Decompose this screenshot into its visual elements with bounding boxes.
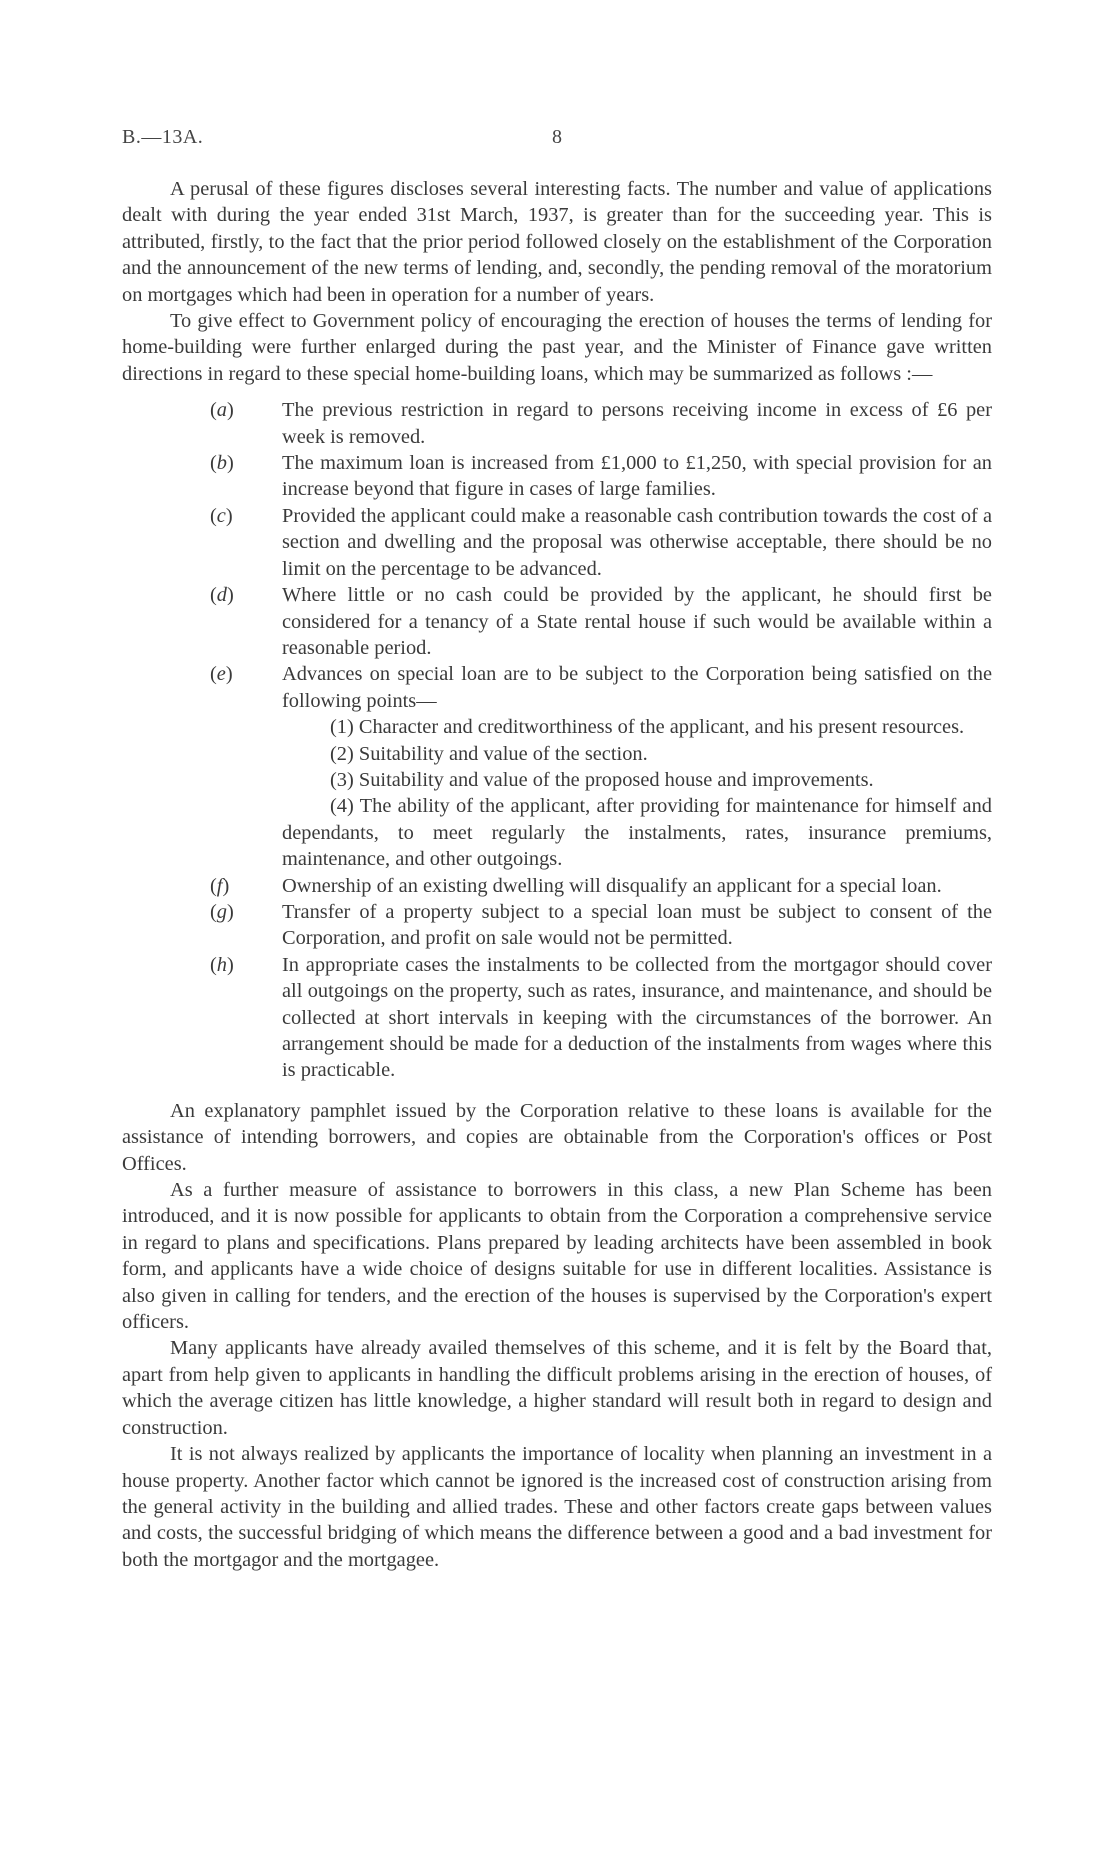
list-item-text: Transfer of a property subject to a special loan must be subject to consent of the Corporation, and profit on sale would not be permitted. xyxy=(282,900,992,950)
list-label: g xyxy=(216,900,227,923)
list-item-text: Where little or no cash could be provided by the applicant, he should first be considered for a tenancy of a State rental house if such would be available within a reasonable period. xyxy=(282,584,992,659)
list-item-b: (b) The maximum loan is increased from £1,000 to £1,250, with special provision for an increase beyond that figure in cases of large families. xyxy=(210,452,992,501)
list-item-h: (h) In appropriate cases the instalments to be collected from the mortgagor should cover all outgoings on the property, such as rates, insurance, and maintenance, and should be collected at short intervals in keeping with the circumstances of the borrower. An arrangement should be made for a deduction of the instalments from wages where this is practicable. xyxy=(210,953,992,1082)
list-item-d: (d) Where little or no cash could be provided by the applicant, he should first be considered for a tenancy of a State rental house if such would be available within a reasonable period. xyxy=(210,584,992,659)
list-label: a xyxy=(216,399,227,422)
list-label: e xyxy=(216,663,226,686)
page-number: 8 xyxy=(552,126,562,148)
list-label: c xyxy=(216,504,226,527)
paragraph-locality: It is not always realized by applicants the importance of locality when planning an investment in a house property. Another factor which cannot be ignored is the increased cost of construction arising from the general activity in the building and allied trades. These and other factors create gaps between values and costs, the successful bridging of which means the difference between a good and a bad investment for both the mortgagor and the mortgagee. xyxy=(122,1443,992,1571)
page-header xyxy=(122,126,992,156)
list-item-text: Ownership of an existing dwelling will disqualify an applicant for a special loan. xyxy=(282,874,942,897)
sub-point-3: (3) Suitability and value of the proposed house and improvements. xyxy=(330,768,874,791)
directions-list xyxy=(122,397,992,1084)
list-label: d xyxy=(216,584,227,607)
sub-point-1: (1) Character and creditworthiness of the applicant, and his present resources. xyxy=(330,716,965,739)
sub-point-4: (4) The ability of the applicant, after providing for maintenance for himself and dependants, to meet regularly the instalments, rates, insurance premiums, maintenance, and other outgoings. xyxy=(282,795,992,871)
list-item-c: (c) Provided the applicant could make a reasonable cash contribution towards the cost of a section and dwelling and the proposal was otherwise acceptable, there should be no limit on the percentage to be advanced. xyxy=(210,504,992,580)
document-reference: B.—13A. xyxy=(122,126,204,148)
list-item-g: (g) Transfer of a property subject to a special loan must be subject to consent of the Corporation, and profit on sale would not be permitted. xyxy=(210,900,992,950)
sub-point-2: (2) Suitability and value of the section. xyxy=(330,742,648,765)
list-item-text: The maximum loan is increased from £1,000 to £1,250, with special provision for an increase beyond that figure in cases of large families. xyxy=(282,452,992,501)
list-label: b xyxy=(216,452,227,475)
list-label: h xyxy=(216,953,227,976)
paragraph-plan-scheme: As a further measure of assistance to borrowers in this class, a new Plan Scheme has been introduced, and it is now possible for applicants to obtain from the Corporation a comprehensive service in regard to plans and specifications. Plans prepared by leading architects have been assembled in book form, and applicants have a wide choice of designs suitable for use in different localities. Assistance is also given in calling for tenders, and the erection of the houses is supervised by the Corporation's expert officers. xyxy=(122,1179,992,1334)
list-label: f xyxy=(216,874,223,897)
list-item-text: In appropriate cases the instalments to be collected from the mortgagor should cover all outgoings on the property, such as rates, insurance, and maintenance, and should be collected at short intervals in keeping with the circumstances of the borrower. An arrangement should be made for a deduction of the instalments from wages where this is practicable. xyxy=(282,953,992,1082)
paragraph-perusal: A perusal of these figures discloses several interesting facts. The number and value of applications dealt with during the year ended 31st March, 1937, is greater than for the succeeding year. This is attributed, firstly, to the fact that the prior period followed closely on the establishment of the Corporation and the announcement of the new terms of lending, and, secondly, the pending removal of the moratorium on mortgages which had been in operation for a number of years. xyxy=(122,178,992,306)
list-item-text: Advances on special loan are to be subject to the Corporation being satisfied on the following points— xyxy=(282,663,992,712)
list-item-f: (f) Ownership of an existing dwelling will disqualify an applicant for a special loan. xyxy=(210,874,942,897)
list-item-text: The previous restriction in regard to persons receiving income in excess of £6 per week is removed. xyxy=(282,399,992,448)
paragraph-applicants: Many applicants have already availed themselves of this scheme, and it is felt by the Board that, apart from help given to applicants in handling the difficult problems arising in the erection of houses, of which the average citizen has little knowledge, a higher standard will result both in regard to design and construction. xyxy=(122,1337,992,1439)
paragraph-pamphlet: An explanatory pamphlet issued by the Corporation relative to these loans is available for the assistance of intending borrowers, and copies are obtainable from the Corporation's offices or Post Offices. xyxy=(122,1099,992,1175)
list-item-e: (e) Advances on special loan are to be subject to the Corporation being satisfied on the following points— xyxy=(210,663,992,712)
list-item-text: Provided the applicant could make a reasonable cash contribution towards the cost of a section and dwelling and the proposal was otherwise acceptable, there should be no limit on the percentage to be advanced. xyxy=(282,504,992,580)
body-text xyxy=(122,176,992,1573)
paragraph-government-policy: To give effect to Government policy of encouraging the erection of houses the terms of lending for home-building were further enlarged during the past year, and the Minister of Finance gave written directions in regard to these special home-building loans, which may be summarized as follows :— xyxy=(122,310,992,385)
list-item-a: (a) The previous restriction in regard to persons receiving income in excess of £6 per week is removed. xyxy=(210,399,992,448)
